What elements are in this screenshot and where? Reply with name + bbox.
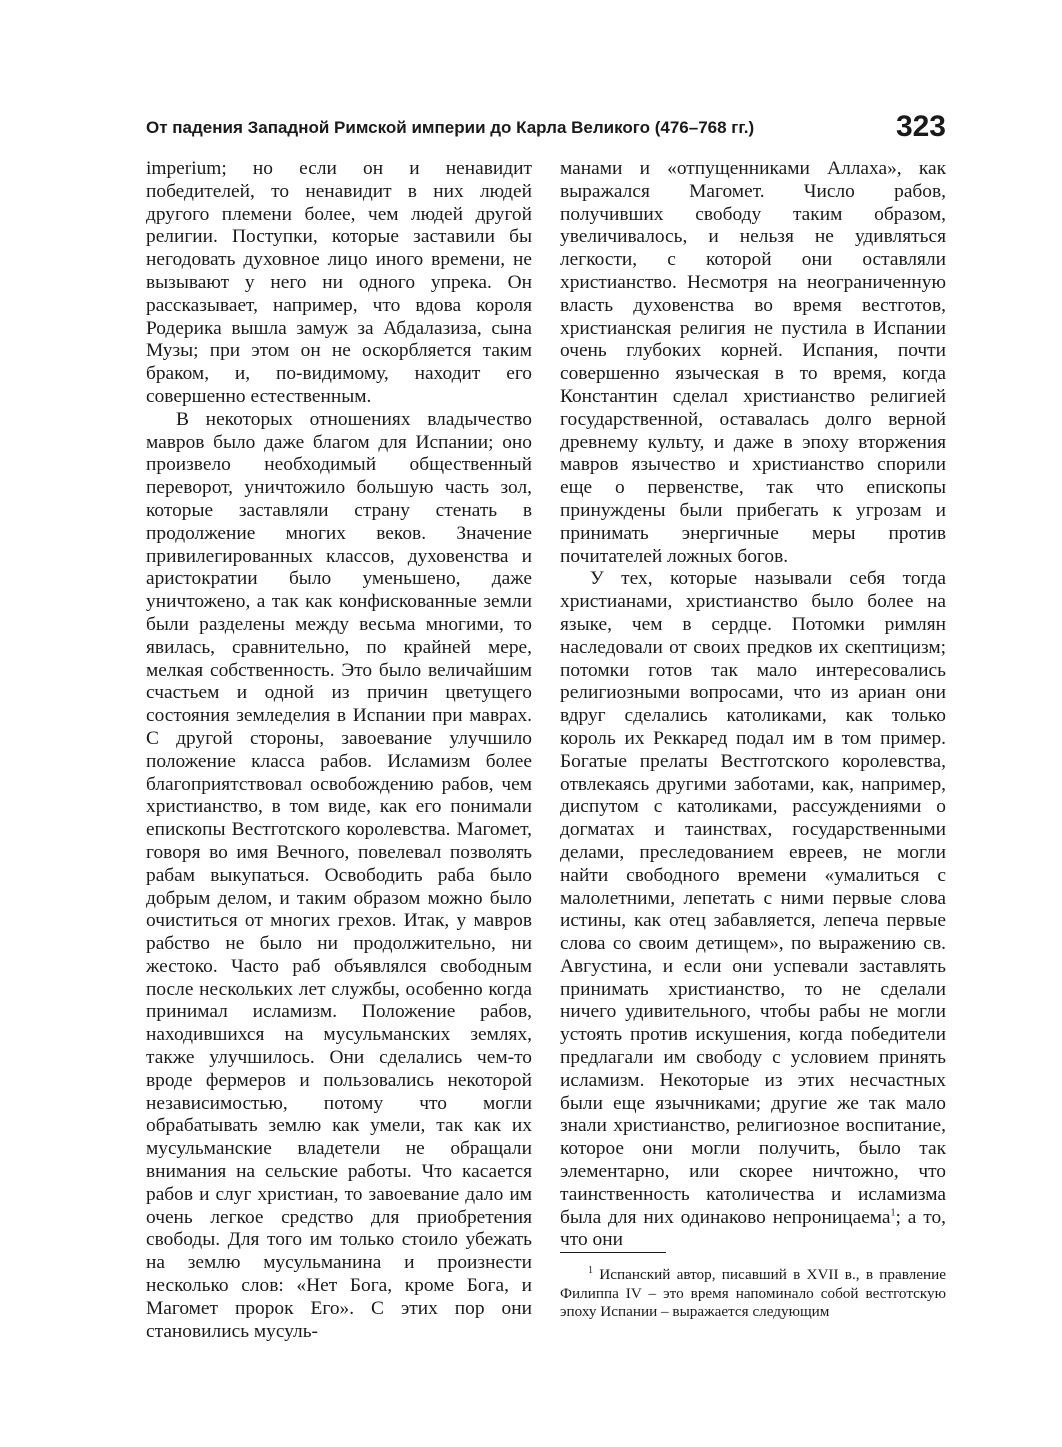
right-paragraph-2-text: У тех, которые называли себя тогда христианами, христианство было более на языке, чем в сердце. Потомки римлян наследовали от своих предков их скептицизм; потомки готов так мало интересовались религиозными вопросами, что из ариан они вдруг сделались католиками, как только король их Реккаред подал им в том пример. Богатые прелаты Вестготского королевства, отвлекаясь другими заботами, как, например, диспутом с католиками, рассуждениями о догматах и таинствах, государственными делами, преследованием евреев, не могли найти свободного времени «умалиться с малолетними, лепетать с ними первые слова истины, как отец забавляется, лепеча первые слова со своим детищем», по выражению св. Августина, и если они успевали заставлять принимать христианство, то не сделали ничего удивительного, чтобы рабы не могли устоять против искушения, когда победители предлагали им свободу с условием принять исламизм. Некоторые из этих несчастных были еще язычниками; другие же так мало знали христианство, религиозное воспитание, которое они могли получить, было так элементарно, или скорее ничтожно, что таинственность католичества и исламизма была для них одинаково непроницаема: [560, 568, 946, 1228]
running-head: [146, 110, 946, 146]
footnote: [560, 1266, 946, 1322]
footnote-reference: 1: [890, 1207, 896, 1219]
right-column: [560, 158, 946, 1252]
footnote-marker: 1: [588, 1264, 593, 1276]
left-column: [146, 158, 532, 1343]
right-paragraph-1: манами и «отпущенниками Аллаха», как выражался Магомет. Число рабов, получивших свободу таким образом, увеличивалось, и нельзя не удивляться легкости, с которой они оставляли христианство. Несмотря на неограниченную власть духовенства во время вестготов, христианская религия не пустила в Испании очень глубоких корней. Испания, почти совершенно языческая в то время, когда Константин сделал христианство религией государственной, оставалась долго верной древнему культу, и даже в эпоху вторжения мавров язычество и христианство спорили еще о первенстве, так что епископы принуждены были прибегать к угрозам и принимать энергичные меры против почитателей ложных богов.: [560, 158, 946, 567]
running-title: От падения Западной Римской империи до Карла Великого (476–768 гг.): [146, 118, 755, 137]
left-paragraph-1: imperium; но если он и ненавидит победителей, то ненавидит в них людей другого племени более, чем людей другой религии. Поступки, которые заставили бы негодовать духовное лицо иного времени, не вызывают у него ни одного упрека. Он рассказывает, например, что вдова короля Родерика вышла замуж за Абдалазиза, сына Музы; при этом он не оскорбляется таким браком, и, по-видимому, находит его совершенно естественным.: [146, 158, 532, 407]
page-number: 323: [895, 110, 946, 143]
right-paragraph-2: [560, 568, 946, 1252]
left-paragraph-2: В некоторых отношениях владычество мавров было даже благом для Испании; оно произвело необходимый общественный переворот, уничтожило большую часть зол, которые заставляли страну стенать в продолжение многих веков. Значение привилегированных классов, духовенства и аристократии было уменьшено, даже уничтожено, а так как конфискованные земли были разделены между весьма многими, то явилась, сравнительно, по крайней мере, мелкая собственность. Это было величайшим счастьем и одной из причин цветущего состояния земледелия в Испании при маврах. С другой стороны, завоевание улучшило положение класса рабов. Исламизм более благоприятствовал освобождению рабов, чем христианство, в том виде, как его понимали епископы Вестготского королевства. Магомет, говоря во имя Вечного, повелевал позволять рабам выкупаться. Освободить раба было добрым делом, и таким образом можно было очиститься от многих грехов. Итак, у мавров рабство не было ни продолжительно, ни жестоко. Часто раб объявлялся свободным после нескольких лет службы, особенно когда принимал исламизм. Положение рабов, находившихся на мусульманских землях, также улучшилось. Они сделались чем-то вроде фермеров и пользовались некоторой независимостью, потому что могли обрабатывать землю как умели, так как их мусульманские владетели не обращали внимания на сельские работы. Что касается рабов и слуг христиан, то завоевание дало им очень легкое средство для приобретения свободы. Для того им только стоило убежать на землю мусульманина и произнести несколько слов: «Нет Бога, кроме Бога, и Магомет пророк Его». С этих пор они становились мусуль-: [146, 408, 532, 1342]
right-paragraph-2-tail: ; а то, что они: [560, 1206, 947, 1251]
footnote-rule: [560, 1252, 666, 1253]
footnote-text: Испанский автор, писавший в XVII в., в правление Филиппа IV – это время напоминало собой вестготскую эпоху Испании – выражается следующим: [560, 1266, 946, 1320]
